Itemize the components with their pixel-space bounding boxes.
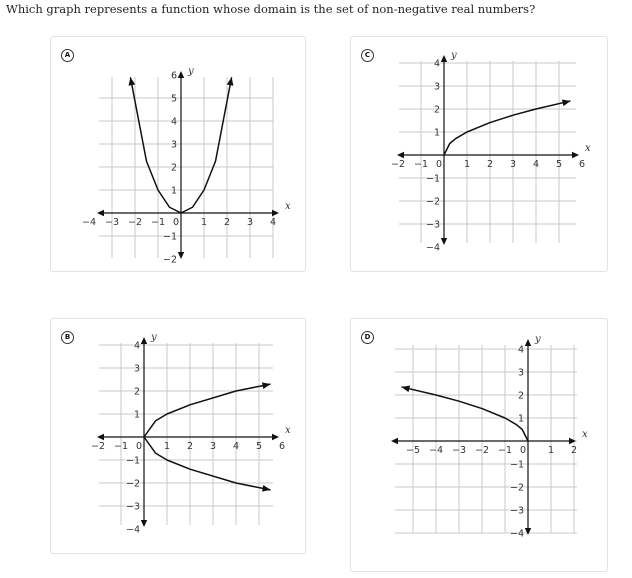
y-tick-label: 3 (133, 363, 140, 375)
x-tick-label: −3 (104, 217, 120, 228)
curve-arrow-start (262, 485, 271, 492)
x-axis-arrow-left (97, 210, 104, 216)
curve-arrow-end (227, 77, 234, 85)
y-axis-arrow-down (525, 528, 531, 535)
x-tick-label: 1 (547, 445, 555, 456)
y-tick-label: −2 (125, 478, 140, 490)
x-tick-label: 2 (186, 441, 194, 452)
y-tick-label: 1 (433, 127, 440, 139)
x-axis-arrow-right (569, 438, 576, 444)
grid (399, 58, 576, 243)
choice-letter-a: A (61, 49, 74, 62)
y-tick-label: 6 (170, 70, 177, 82)
x-axis-label: x (582, 429, 588, 440)
x-tick-label: 1 (463, 159, 471, 170)
x-tick-label: −1 (113, 441, 129, 452)
y-tick-label: −3 (425, 219, 440, 231)
curve-arrow-end (562, 99, 571, 106)
x-tick-label: 1 (200, 217, 208, 228)
y-tick-label: −3 (509, 505, 524, 517)
question-text: Which graph represents a function whose domain is the set of non-negative real numbers? (6, 2, 536, 16)
y-tick-label: 4 (170, 116, 177, 128)
y-tick-label: −4 (425, 242, 440, 254)
x-tick-label: 0 (172, 217, 180, 228)
x-tick-label: 0 (135, 441, 143, 452)
grid (99, 77, 273, 258)
graph-a (51, 37, 305, 271)
x-tick-label: 5 (555, 159, 563, 170)
y-tick-label: 4 (133, 340, 140, 352)
choice-letter-d: D (361, 331, 374, 344)
y-tick-label: −2 (425, 196, 440, 208)
choice-letter-c: C (361, 49, 374, 62)
x-tick-label: 6 (578, 159, 586, 170)
x-tick-label: 4 (232, 441, 240, 452)
x-tick-label: 0 (435, 159, 443, 170)
y-tick-label: 2 (133, 386, 140, 398)
x-axis-label: x (285, 425, 291, 436)
y-axis-arrow-up (178, 71, 184, 78)
curve-arrow-end (262, 382, 271, 389)
y-axis-label: y (535, 334, 541, 345)
y-tick-label: −4 (125, 524, 140, 536)
y-tick-label: −3 (125, 501, 140, 513)
x-axis-arrow-right (272, 434, 279, 440)
answer-choice-b[interactable] (50, 318, 306, 554)
graph-d (351, 319, 607, 571)
grid (99, 340, 273, 525)
x-tick-label: 1 (163, 441, 171, 452)
y-tick-label: 3 (433, 81, 440, 93)
y-tick-label: −4 (509, 528, 524, 540)
x-axis-arrow-left (391, 438, 398, 444)
y-axis-label: y (151, 332, 157, 343)
y-axis-arrow-down (141, 520, 147, 527)
x-axis-arrow-right (572, 152, 579, 158)
x-tick-label: 2 (570, 445, 578, 456)
x-axis-arrow-left (397, 152, 404, 158)
y-tick-label: 3 (517, 367, 524, 379)
x-axis-arrow-left (97, 434, 104, 440)
x-tick-label: 4 (269, 217, 277, 228)
x-tick-label: −2 (90, 441, 106, 452)
y-axis-arrow-up (141, 337, 147, 344)
x-tick-label: −5 (405, 445, 421, 456)
x-tick-label: 0 (519, 445, 527, 456)
graph-c (351, 37, 607, 271)
y-tick-label: −2 (162, 254, 177, 266)
x-tick-label: −1 (150, 217, 166, 228)
y-tick-label: −2 (509, 482, 524, 494)
y-tick-label: 5 (170, 93, 177, 105)
y-axis-arrow-down (178, 252, 184, 259)
answer-choice-c[interactable] (350, 36, 608, 272)
x-tick-label: −1 (413, 159, 429, 170)
y-tick-label: −1 (509, 459, 524, 471)
x-axis-arrow-right (272, 210, 279, 216)
x-tick-label: −1 (497, 445, 513, 456)
y-tick-label: 2 (170, 162, 177, 174)
x-tick-label: 2 (486, 159, 494, 170)
x-axis-label: x (285, 201, 291, 212)
x-tick-label: 6 (278, 441, 286, 452)
y-tick-label: 4 (517, 344, 524, 356)
x-tick-label: 5 (255, 441, 263, 452)
graph-b (51, 319, 305, 553)
y-tick-label: 2 (433, 104, 440, 116)
x-tick-label: 2 (223, 217, 231, 228)
x-tick-label: −4 (428, 445, 444, 456)
x-tick-label: −2 (390, 159, 406, 170)
y-tick-label: 3 (170, 139, 177, 151)
curve-arrow-start (129, 77, 136, 85)
x-tick-label: 3 (509, 159, 517, 170)
x-tick-label: 3 (246, 217, 254, 228)
choice-letter-b: B (61, 331, 74, 344)
y-tick-label: −1 (162, 231, 177, 243)
y-axis-arrow-up (441, 55, 447, 62)
x-tick-label: −4 (81, 217, 97, 228)
y-tick-label: 2 (517, 390, 524, 402)
y-axis-arrow-down (441, 238, 447, 245)
y-tick-label: −1 (425, 173, 440, 185)
answer-choice-d[interactable] (350, 318, 608, 572)
y-tick-label: −1 (125, 455, 140, 467)
answer-choice-a[interactable] (50, 36, 306, 272)
y-axis-label: y (188, 66, 194, 77)
x-tick-label: 3 (209, 441, 217, 452)
x-tick-label: 4 (532, 159, 540, 170)
x-tick-label: −3 (451, 445, 467, 456)
y-tick-label: 1 (133, 409, 140, 421)
y-axis-arrow-up (525, 339, 531, 346)
y-axis-label: y (451, 50, 457, 61)
curve-arrow-end (402, 385, 411, 392)
grid (395, 345, 577, 533)
y-tick-label: 1 (517, 413, 524, 425)
x-tick-label: −2 (474, 445, 490, 456)
y-tick-label: 4 (433, 58, 440, 70)
y-tick-label: 1 (170, 185, 177, 197)
x-axis-label: x (585, 143, 591, 154)
x-tick-label: −2 (127, 217, 143, 228)
